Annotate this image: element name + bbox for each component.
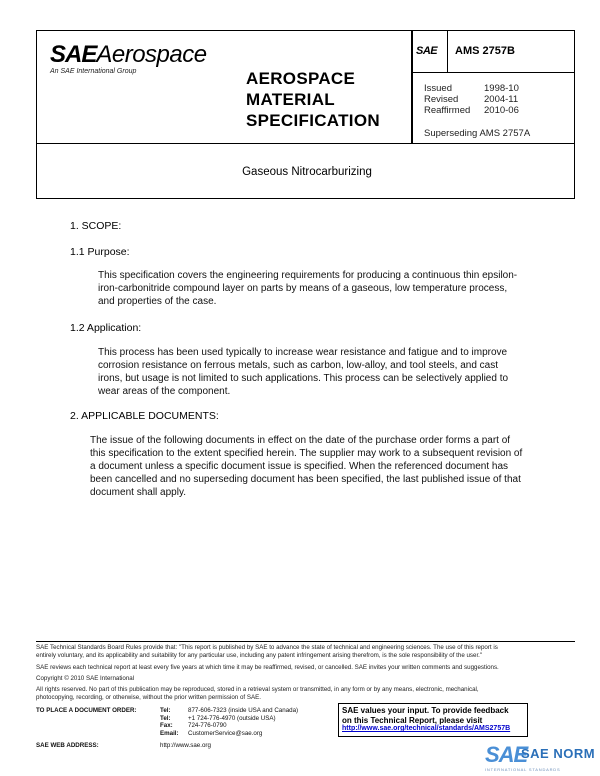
header-divider [411, 30, 413, 144]
contact-values [188, 707, 298, 737]
text-line: wear areas of the component. [98, 386, 231, 397]
text-line: this specification to the extent specified herein. The supplier may work to a subsequent revision of [90, 448, 523, 459]
reaffirmed-label: Reaffirmed [424, 105, 471, 116]
footer-line: SAE Technical Standards Board Rules provide that: "This report is published by SAE to advance the state of technical and engineering sciences. The use of this report is [36, 644, 498, 651]
feedback-box [338, 703, 528, 737]
text-line: irons, but usage is not limited to such applications. This process can be selectively applied to [98, 373, 509, 384]
contact-labels [160, 707, 179, 737]
footer-copyright: Copyright © 2010 SAE International [36, 675, 135, 682]
tel2-label: Tel: [160, 714, 171, 722]
docnum-underline [411, 72, 575, 73]
text-line: and properties of the case. [98, 296, 217, 307]
superseding: Superseding AMS 2757A [424, 128, 531, 139]
web-label: SAE WEB ADDRESS: [36, 742, 99, 749]
stamp-norm-text: SAE NORM [521, 746, 596, 761]
fax-value: 724-776-0790 [188, 722, 227, 730]
tel1-value: 877-606-7323 (inside USA and Canada) [188, 707, 299, 714]
stamp-sub-text: INTERNATIONAL STANDARDS [485, 767, 561, 772]
doc-number: AMS 2757B [455, 45, 515, 57]
logo-tagline: An SAE International Group [50, 68, 137, 75]
spec-title-line-3: SPECIFICATION [246, 111, 380, 130]
footer-rule [36, 641, 575, 642]
tel1-label: Tel: [160, 707, 171, 714]
footer-rules-text [36, 644, 576, 659]
spec-title-line-2: MATERIAL [246, 90, 335, 109]
text-line: document shall apply. [90, 487, 186, 498]
revised-label: Revised [424, 94, 459, 105]
web-value[interactable]: http://www.sae.org [160, 742, 211, 749]
docnum-divider [447, 30, 448, 72]
logo-aerospace-text: Aerospace [96, 41, 207, 68]
section-2-text [90, 434, 522, 499]
meta-labels [424, 83, 470, 116]
section-1-2-text [98, 346, 508, 398]
text-line: This specification covers the engineering requirements for producing a continuous thin epsilon- [98, 270, 518, 281]
text-line: iron-carbonitride compound layer on parts by means of a gaseous, low temperature process, [98, 283, 508, 294]
footer-line: photocopying, recording, or otherwise, without the prior written permission of SAE. [36, 693, 261, 701]
text-line: been cancelled and no superseding document has been specified, the last published issue of that [90, 474, 521, 485]
spec-title-line-1: AEROSPACE [246, 69, 356, 88]
issued-label: Issued [424, 83, 452, 94]
feedback-line: on this Technical Report, please visit [342, 715, 483, 725]
text-line: corrosion resistance on ferrous metals, such as carbon, low-alloy, and tool steels, and cast [98, 360, 499, 371]
feedback-line: SAE values your input. To provide feedback [342, 706, 509, 715]
section-1-heading: 1. SCOPE: [70, 220, 122, 232]
section-1-1-text [98, 269, 517, 308]
document-title: Gaseous Nitrocarburizing [242, 166, 372, 178]
footer-rights-text [36, 686, 576, 701]
sae-small-logo: SAE [416, 45, 438, 57]
sae-aerospace-logo [50, 41, 207, 69]
section-1-2-heading: 1.2 Application: [70, 322, 142, 334]
fax-label: Fax: [160, 722, 173, 730]
sae-norm-stamp [485, 742, 596, 774]
revised-value: 2004-11 [484, 94, 519, 105]
text-line: The issue of the following documents in effect on the date of the purchase order forms a part of [90, 435, 511, 446]
stamp-sae-logo: SAE [485, 742, 528, 767]
tel2-value: +1 724-776-4970 (outside USA) [188, 714, 276, 722]
email-value: CustomerService@sae.org [188, 729, 263, 737]
feedback-link[interactable]: http://www.sae.org/technical/standards/AMS2757B [342, 725, 511, 732]
text-line: a document unless a specific document issue is specified. When the referenced document has [90, 461, 509, 472]
section-1-1-heading: 1.1 Purpose: [70, 246, 130, 258]
email-label: Email: [160, 729, 179, 737]
issued-value: 1998-10 [484, 83, 519, 94]
footer-line: All rights reserved. No part of this publication may be reproduced, stored in a retrieval system or transmitted, in any form or by any means, electronic, mechanical, [36, 686, 479, 693]
spec-title [246, 68, 380, 131]
reaffirmed-value: 2010-06 [484, 105, 519, 116]
section-2-heading: 2. APPLICABLE DOCUMENTS: [70, 410, 219, 422]
footer-review-text: SAE reviews each technical report at least every five years at which time it may be reaffirmed, revised, or cancelled. SAE invites your written comments and suggestions. [36, 664, 499, 671]
footer-line: entirely voluntary, and its applicability and suitability for any particular use, including any patent infringement arising therefrom, is the sole responsibility of the user." [36, 651, 483, 659]
order-label: TO PLACE A DOCUMENT ORDER: [36, 707, 137, 714]
meta-values [484, 83, 519, 116]
logo-sae-text: SAE [50, 41, 97, 68]
text-line: This process has been used typically to increase wear resistance and fatigue and to improve [98, 347, 508, 358]
